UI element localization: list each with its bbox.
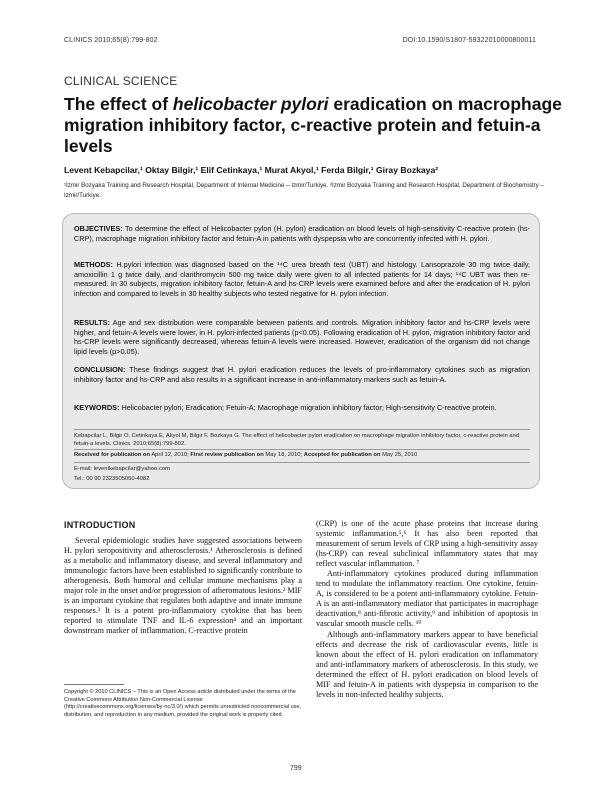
title-part: The effect of: [64, 94, 173, 114]
divider: [74, 462, 530, 463]
accepted-date: May 25, 2010: [382, 452, 418, 458]
title-italic: helicobacter pylori: [172, 94, 329, 114]
publication-dates: [74, 451, 530, 459]
results-text: Age and sex distribution were comparable between patients and controls. Migration inhibitory factor and hs-CRP levels were higher, and fetuin-A levels were lower, in H. pylori-infected patients (p<0.05). Following eradication of H. pylori, migration inhibitory factor and hs-CRP levels were significantly decreased, whereas fetuin-A levels were increased. However, eradication of the organism did not change lipid levels (p>0.05).: [74, 318, 531, 356]
objectives-text: To determine the effect of Helicobacter pylori (H. pylori) eradication on blood levels of high-sensitivity C-reactive protein (hs-CRP), macrophage migration inhibitory factor and fetuin-A in patients with dyspepsia who are concurrently infected with H. pylori.: [74, 224, 530, 243]
copyright-notice: Copyright © 2010 CLINICS – This is an Open Access article distributed under the terms of the Creative Commons Attribution Non-Commercial License (http://creativecommons.org/licenses/by-nc/3.0/) which permits unrestricted noncommercial use, distribution, and reproduction in any medium, provided the original work is properly cited.: [64, 689, 302, 719]
abstract-conclusion: [74, 365, 530, 384]
email[interactable]: [74, 465, 530, 473]
section-label: CLINICAL SCIENCE: [64, 74, 178, 88]
title-part: eradication on macrophage migration inhibitory factor, c-reactive protein and fetuin-a levels: [64, 94, 562, 156]
accepted-label: Accepted for publication on: [303, 452, 381, 458]
received-label: Received for publication on: [74, 452, 151, 458]
abstract-results: [74, 318, 530, 356]
introduction-heading: INTRODUCTION: [64, 520, 136, 530]
authors: Levent Kebapcilar,¹ Oktay Bilgir,¹ Elif Cetinkaya,¹ Murat Akyol,¹ Ferda Bilgir,¹ Giray Bozkaya²: [64, 165, 439, 175]
methods-label: METHODS:: [74, 260, 113, 269]
objectives-label: OBJECTIVES:: [74, 224, 123, 233]
first-review-label: First review publication on: [190, 452, 264, 458]
conclusion-text: These findings suggest that H. pylori eradication reduces the levels of pro-inflammatory cytokines such as migration inhibitory factor and hs-CRP and also results in a significant increase in anti-inflammatory markers such as fetuin-A.: [74, 365, 530, 384]
affiliations: ¹Izmir Bozyaka Training and Research Hospital, Department of Internal Medicine – Izmir/Turkiye. ²Izmir Bozyaka Training and Research Hospital, Department of Biochemistry – Izmir/Turkiye.: [64, 182, 544, 199]
abstract-objectives: [74, 224, 530, 243]
footnote-rule: [64, 684, 124, 685]
paragraph: Although anti-inflammatory markers appear to have beneficial effects and decrease the risk of cardiovascular events, little is known about the effect of H. pylori eradication on inflammatory and anti-inflammatory markers of atherosclerosis. In this study, we determined the effect of H. pylori eradication on blood levels of MIF and fetuin-A in patients with dyspepsia in comparison to the levels in non-infected healthy subjects.: [316, 629, 538, 699]
journal-reference: CLINICS 2010;65(8):799-802: [64, 37, 158, 44]
email-text[interactable]: E-mail: leventkebapcilar@yahoo.com: [74, 466, 170, 472]
received-date: April 12, 2010;: [151, 452, 189, 458]
keywords-label: KEYWORDS:: [74, 403, 120, 412]
divider: [74, 449, 530, 450]
paragraph: Anti-inflammatory cytokines produced during inflammation tend to modulate the inflammatory reaction. One cytokine, fetuin-A, is considered to be a potent anti-inflammatory cytokine. Fetuin-A is an anti-inflammatory mediator that participates in macrophage deactivation,⁸ anti-fibrotic activity,⁹ and inhibition of apoptosis in vascular smooth muscle cells. ¹⁰: [316, 569, 538, 629]
conclusion-label: CONCLUSION:: [74, 365, 126, 374]
keywords-text: Helicobacter pylori; Eradication; Fetuin-A; Macrophage migration inhibitory factor; High-sensitivity C-reactive protein.: [121, 403, 497, 412]
methods-text: H.pylori infection was diagnosed based on the ¹⁴C urea breath test (UBT) and histology. Lansoprazole 30 mg twice daily, amoxicillin 1 g twice daily, and clarithromycin 500 mg twice daily were given to all infected patients for 14 days; ¹⁴C UBT was then re-measured. In 30 subjects, migration inhibitory factor, fetuin-A and hs-CRP levels were examined before and after the eradication of H. pylori infection and compared to levels in 30 healthy subjects who tested negative for H. pylori infection.: [74, 260, 531, 298]
doi: DOI:10.1590/S1807-59322010000800011: [402, 37, 536, 44]
first-review-date: May 18, 2010;: [265, 452, 303, 458]
divider: [74, 429, 530, 430]
article-title: [64, 94, 564, 157]
abstract-methods: [74, 260, 530, 298]
column-left: [64, 536, 302, 636]
results-label: RESULTS:: [74, 318, 110, 327]
abstract-keywords: [74, 403, 530, 413]
telephone: Tel.: 00 90 2323505050-4082: [74, 476, 150, 482]
page-number: 799: [290, 765, 302, 772]
paragraph: (CRP) is one of the acute phase proteins that increase during systemic inflammation.⁵,⁶ It has also been reported that measurement of serum levels of CRP using a high-sensitivity assay (hs-CRP) can reveal subclinical inflammatory states that may reflect vascular inflammation. ⁷: [316, 519, 538, 569]
paragraph: Several epidemiologic studies have suggested associations between H. pylori seropositivity and atherosclerosis.¹ Atherosclerosis is defined as a metabolic and inflammatory disease, and several inflammatory and immunologic factors have been established to significantly contribute to atherogenesis. Both humoral and cellular immune mechanisms play a major role in the onset and/or progression of atheromatous lesions.² MIF is an important cytokine that regulates both adaptive and innate immune responses.³ It is a potent pro-inflammatory cytokine that has been reported to stimulate TNF and IL-6 expression⁴ and an important downstream marker of inflammation. C-reactive protein: [64, 536, 302, 636]
column-right: [316, 519, 538, 700]
citation: Kebapcilar L, Bilgir O, Cetinkaya E, Akyol M, Bilgir F, Bozkaya G. The effect of helicobacter pylori eradication on macrophage migration inhibitory factor, c-reactive protein and fetuin-a levels. Clinics. 2010;65(8):799-802.: [74, 433, 520, 448]
